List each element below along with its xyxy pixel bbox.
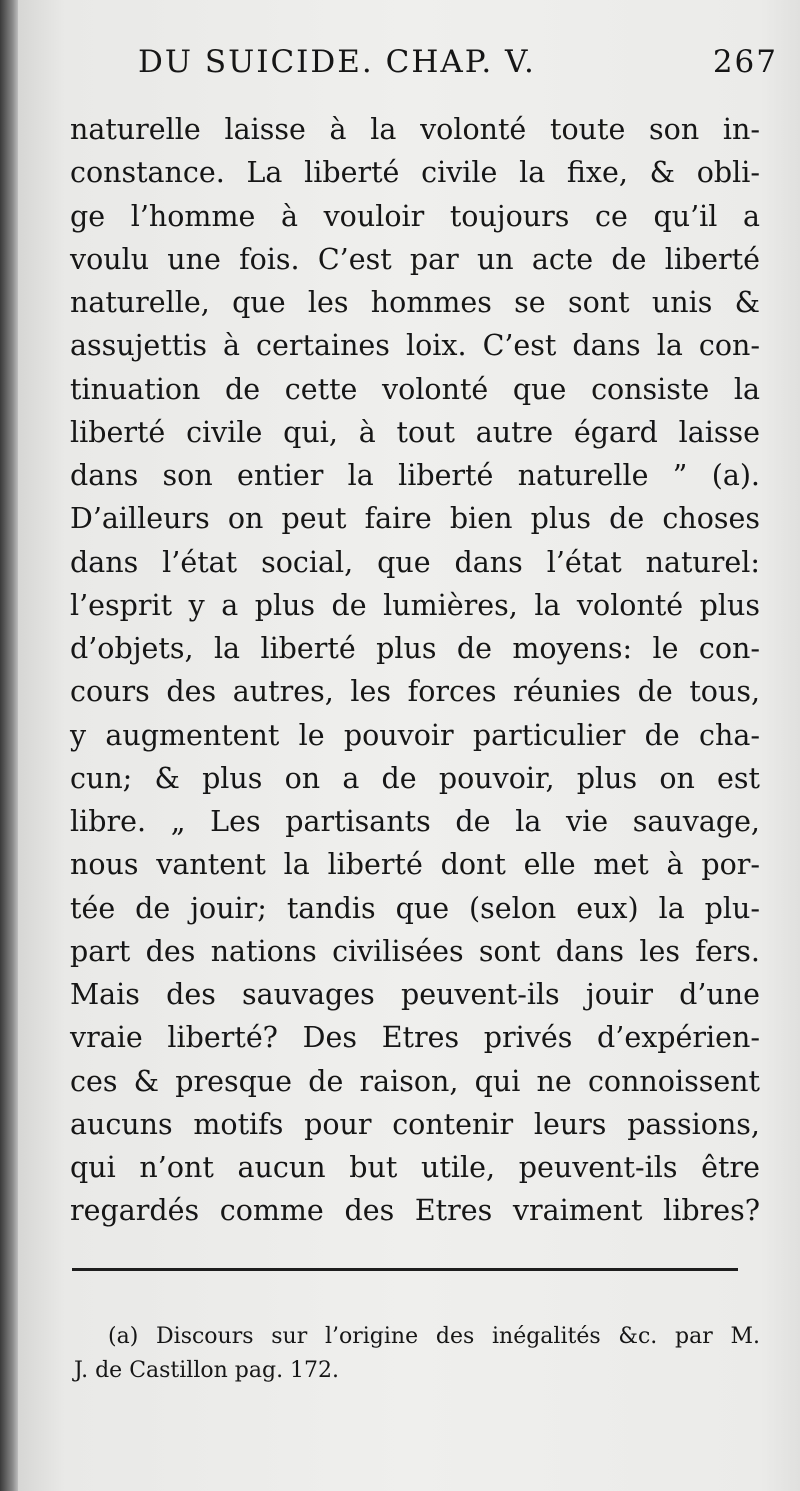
text-line: tée de jouir; tandis que (selon eux) la plu- bbox=[70, 891, 760, 925]
text-line: regardés comme des Etres vraiment libres? bbox=[70, 1194, 760, 1228]
text-line: Mais des sauvages peuvent-ils jouir d’une bbox=[70, 978, 760, 1011]
text-line: cours des autres, les forces réunies de tous, bbox=[70, 675, 760, 709]
text-line: dans l’état social, que dans l’état naturel: bbox=[70, 545, 760, 579]
scan-binding-shadow bbox=[0, 0, 18, 1491]
text-line: y augmentent le pouvoir particulier de cha- bbox=[70, 718, 760, 752]
text-line: voulu une fois. C’est par un acte de liberté bbox=[70, 242, 760, 276]
text-line: libre. „ Les partisants de la vie sauvage, bbox=[70, 805, 760, 838]
text-line: ces & presque de raison, qui ne connoissent bbox=[70, 1064, 760, 1098]
text-line: liberté civile qui, à tout autre égard laisse bbox=[70, 415, 760, 449]
text-line: part des nations civilisées sont dans les fers. bbox=[70, 934, 760, 968]
text-line: cun; & plus on a de pouvoir, plus on est bbox=[70, 761, 760, 795]
text-line: qui n’ont aucun but utile, peuvent-ils être bbox=[70, 1151, 760, 1184]
text-line: ge l’homme à vouloir toujours ce qu’il a bbox=[70, 199, 760, 233]
running-title: DU SUICIDE. CHAP. V. bbox=[138, 44, 536, 80]
text-line: nous vantent la liberté dont elle met à por- bbox=[70, 848, 760, 882]
running-header bbox=[138, 44, 778, 94]
text-line: naturelle, que les hommes se sont unis & bbox=[70, 286, 760, 319]
text-line: D’ailleurs on peut faire bien plus de choses bbox=[70, 502, 760, 536]
text-line: constance. La liberté civile la fixe, & obli- bbox=[70, 156, 760, 190]
text-line: l’esprit y a plus de lumières, la volonté plus bbox=[70, 588, 760, 622]
footnote-divider bbox=[72, 1268, 738, 1271]
text-line: dans son entier la liberté naturelle ” (a). bbox=[70, 459, 760, 492]
text-line: tinuation de cette volonté que consiste la bbox=[70, 372, 760, 406]
book-page bbox=[18, 0, 800, 1491]
text-line: assujettis à certaines loix. C’est dans la con- bbox=[70, 329, 760, 363]
footnote-line: J. de Castillon pag. 172. bbox=[74, 1358, 340, 1383]
footnote-line: (a) Discours sur l’origine des inégalités &c. par M. bbox=[108, 1324, 760, 1349]
text-line: aucuns motifs pour contenir leurs passions, bbox=[70, 1107, 760, 1141]
text-line: d’objets, la liberté plus de moyens: le con- bbox=[70, 632, 760, 665]
footnote bbox=[74, 1320, 760, 1388]
page-number: 267 bbox=[712, 44, 778, 80]
text-line: vraie liberté? Des Etres privés d’expérien- bbox=[70, 1021, 760, 1055]
text-line: naturelle laisse à la volonté toute son in- bbox=[70, 113, 760, 146]
main-text bbox=[70, 108, 760, 1233]
